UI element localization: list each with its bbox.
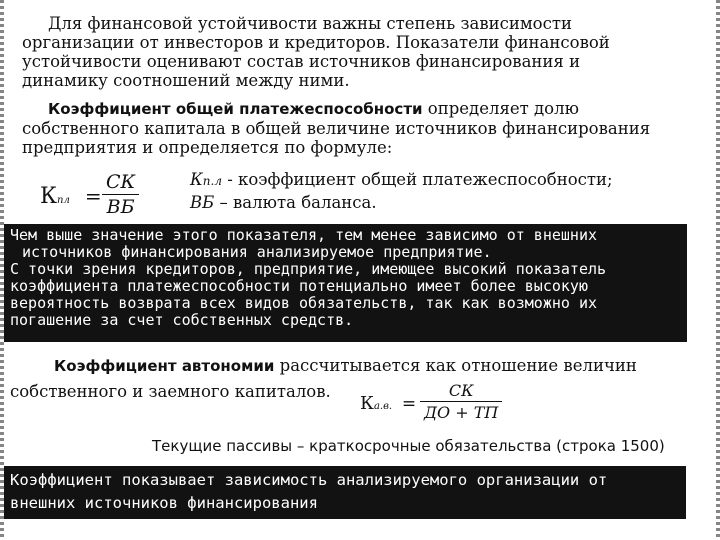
highlight-line: погашение за счет собственных средств. <box>10 311 354 329</box>
current-liabilities-note: Текущие пассивы – краткосрочные обязательства (строка 1500) <box>152 437 665 455</box>
formula-fraction <box>102 171 139 218</box>
highlight-line: вероятность возврата всех видов обязательств, так как возможно их <box>10 294 597 312</box>
legend-k-symbol: К <box>190 170 203 189</box>
formula-k-subscript: а.в. <box>373 401 393 412</box>
intro-line: устойчивости оценивают состав источников финансирования и <box>22 52 581 71</box>
legend-vb-symbol: ВБ <box>190 193 215 212</box>
general-solvency-line: предприятия и определяется по формуле: <box>22 138 393 157</box>
formula-k-symbol: К <box>360 393 374 414</box>
intro-paragraph <box>22 14 692 90</box>
highlight-box-solvency <box>4 224 687 342</box>
intro-line: динамику соотношений между ними. <box>22 71 350 90</box>
formula-equals: = <box>401 394 417 414</box>
autonomy-paragraph <box>10 356 690 401</box>
autonomy-term: Коэффициент автономии <box>54 357 275 375</box>
general-solvency-line: собственного капитала в общей величине источников финансирования <box>22 119 651 138</box>
formula-general-solvency <box>40 184 102 209</box>
highlight-line: коэффициента платежеспособности потенциально имеет более высокую <box>10 277 588 295</box>
formula-legend <box>190 169 613 214</box>
formula-denominator: ВБ <box>102 194 139 218</box>
formula-equals: = <box>84 184 102 208</box>
formula-numerator: СК <box>106 171 136 193</box>
formula-numerator: СК <box>448 381 474 400</box>
formula-k-symbol: К <box>40 184 58 209</box>
highlight-box-autonomy <box>4 466 686 519</box>
intro-line: Для финансовой устойчивости важны степень зависимости <box>48 14 572 33</box>
right-page-edge <box>716 0 720 540</box>
formula-autonomy <box>360 393 416 414</box>
highlight-line: внешних источников финансирования <box>10 494 318 512</box>
highlight-line: Коэффициент показывает зависимость анализируемого организации от <box>10 471 608 489</box>
general-solvency-paragraph <box>22 99 692 157</box>
highlight-line: С точки зрения кредиторов, предприятие, имеющее высокий показатель <box>10 260 607 278</box>
legend-vb-text: – валюта баланса. <box>219 193 377 212</box>
general-solvency-text: определяет долю <box>427 99 579 118</box>
highlight-line: Чем выше значение этого показателя, тем менее зависимо от внешних <box>10 226 597 244</box>
autonomy-text: рассчитывается как отношение величин <box>279 356 637 375</box>
highlight-line: источников финансирования анализируемое предприятие. <box>22 243 492 261</box>
formula-fraction <box>420 381 502 422</box>
intro-line: организации от инвесторов и кредиторов. Показатели финансовой <box>22 33 610 52</box>
formula-denominator: ДО + ТП <box>420 401 502 422</box>
legend-k-text: - коэффициент общей платежеспособности; <box>227 170 613 189</box>
autonomy-line: собственного и заемного капиталов. <box>10 382 331 401</box>
general-solvency-term: Коэффициент общей платежеспособности <box>48 100 423 118</box>
legend-k-subscript: п.л <box>202 174 222 188</box>
formula-k-subscript: пл <box>57 195 70 206</box>
